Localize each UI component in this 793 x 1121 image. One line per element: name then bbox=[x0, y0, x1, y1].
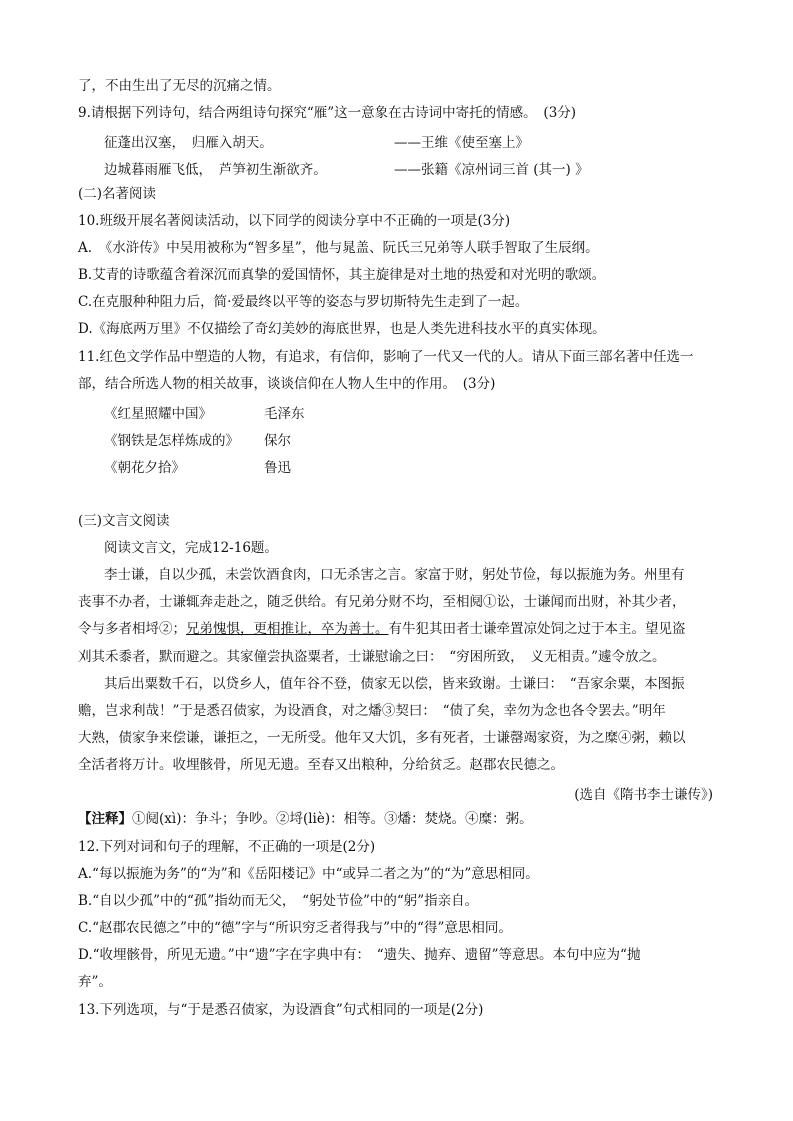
question-10: 10.班级开展名著阅读活动，以下同学的阅读分享中不正确的一项是(3分) bbox=[78, 213, 511, 229]
passage-line bbox=[78, 620, 686, 638]
passage-text: 令与多者相埒②； bbox=[78, 621, 186, 637]
option-12d: D.“收埋骸骨，所见无遗。”中“遗”字在字典中有： “遗失、抛弃、遗留”等意思。本句中应为“抛 bbox=[78, 947, 641, 963]
question-9: 9.请根据下列诗句，结合两组诗句探究“雁”这一意象在古诗词中寄托的情感。 (3分) bbox=[78, 105, 577, 121]
book-person-1: 毛泽东 bbox=[264, 406, 305, 422]
option-10b: B.艾青的诗歌蕴含着深沉而真挚的爱国情怀，其主旋律是对土地的热爱和对光明的歌颂。 bbox=[78, 267, 606, 283]
book-person-3: 鲁迅 bbox=[264, 460, 291, 476]
question-13: 13.下列选项，与“于是悉召债家，为设酒食”句式相同的一项是(2分) bbox=[78, 1002, 484, 1018]
underlined-sentence: 兄弟愧惧，更相推让，卒为善士。 bbox=[186, 621, 389, 637]
question-11-line-2: 部，结合所选人物的相关故事，谈谈信仰在人物人生中的作用。 (3分) bbox=[78, 376, 496, 392]
notes-text: ①阋(xì)：争斗；争吵。②埒(liè)：相等。③燔：焚烧。④糜：粥。 bbox=[132, 811, 533, 827]
section-heading-2: (二)名著阅读 bbox=[78, 186, 157, 202]
book-title-1: 《红星照耀中国》 bbox=[104, 406, 212, 422]
option-12c: C.“赵郡农民德之”中的“德”字与“所识穷乏者得我与”中的“得”意思相同。 bbox=[78, 920, 512, 936]
option-12d-cont: 弃”。 bbox=[78, 974, 112, 990]
passage-line: 全活者将万计。收埋骸骨，所见无遗。至春又出粮种，分给贫乏。赵郡农民德之。 bbox=[78, 757, 564, 773]
option-10a: A. 《水浒传》中吴用被称为“智多星”，他与晁盖、阮氏三兄弟等人联手智取了生辰纲。 bbox=[78, 240, 599, 256]
book-title-2: 《钢铁是怎样炼成的》 bbox=[104, 433, 239, 449]
passage-line: 李士谦，自以少孤，未尝饮酒食肉，口无杀害之言。家富于财，躬处节俭，每以振施为务。州里有 bbox=[104, 567, 685, 583]
option-12a: A.“每以振施为务”的“为”和《岳阳楼记》中“或异二者之为”的“为”意思相同。 bbox=[78, 866, 539, 882]
passage-line: 赡，岂求利哉！”于是悉召债家，为设酒食，对之燔③契曰： “债了矣，幸勿为念也各令罢去。”明年 bbox=[78, 703, 666, 719]
reading-instruction: 阅读文言文，完成12-16题。 bbox=[104, 540, 278, 556]
poem-line-1: 征蓬出汉塞， 归雁入胡天。 bbox=[104, 135, 273, 151]
book-title-3: 《朝花夕拾》 bbox=[104, 460, 185, 476]
passage-line: 丧事不办者，士谦辄奔走赴之，随乏供给。有兄弟分财不均，至相阋①讼，士谦闻而出财，补其少者， bbox=[78, 594, 686, 610]
passage-source: (选自《隋书李士谦传》) bbox=[574, 787, 713, 803]
question-12: 12.下列对词和句子的理解，不正确的一项是(2分) bbox=[78, 839, 376, 855]
notes bbox=[78, 810, 533, 828]
passage-line: 其后出粟数千石，以贷乡人，值年谷不登，债家无以偿，皆来致谢。士谦曰： “吾家余粟，本图振 bbox=[104, 676, 685, 692]
question-11-line-1: 11.红色文学作品中塑造的人物，有追求，有信仰，影响了一代又一代的人。请从下面三部名著中任选一 bbox=[78, 349, 694, 365]
poem-source-2: ——张籍《凉州词三首 (其一) 》 bbox=[394, 162, 589, 178]
book-person-2: 保尔 bbox=[264, 433, 291, 449]
passage-line: 大熟，债家争来偿谦，谦拒之，一无所受。他年又大饥，多有死者，士谦罄竭家资，为之糜④粥，赖以 bbox=[78, 730, 686, 746]
poem-line-2: 边城暮雨雁飞低， 芦笋初生渐欲齐。 bbox=[104, 162, 327, 178]
notes-label: 【注释】 bbox=[78, 811, 132, 827]
section-heading-3: (三)文言文阅读 bbox=[78, 513, 170, 529]
option-12b: B.“自以少孤”中的“孤”指幼而无父， “躬处节俭”中的“躬”指亲自。 bbox=[78, 893, 479, 909]
text-line: 了，不由生出了无尽的沉痛之情。 bbox=[78, 78, 281, 94]
passage-text: 有牛犯其田者士谦牵置凉处饲之过于本主。望见盗 bbox=[388, 621, 686, 637]
option-10c: C.在克服种种阻力后，简·爱最终以平等的姿态与罗切斯特先生走到了一起。 bbox=[78, 294, 529, 310]
poem-source-1: ——王维《使至塞上》 bbox=[394, 135, 529, 151]
passage-line: 刈其禾黍者，默而避之。其家僮尝执盗粟者，士谦慰谕之曰： “穷困所致， 义无相责。”遽令放之。 bbox=[78, 649, 666, 665]
option-10d: D.《海底两万里》不仅描绘了奇幻美妙的海底世界，也是人类先进科技水平的真实体现。 bbox=[78, 321, 606, 337]
